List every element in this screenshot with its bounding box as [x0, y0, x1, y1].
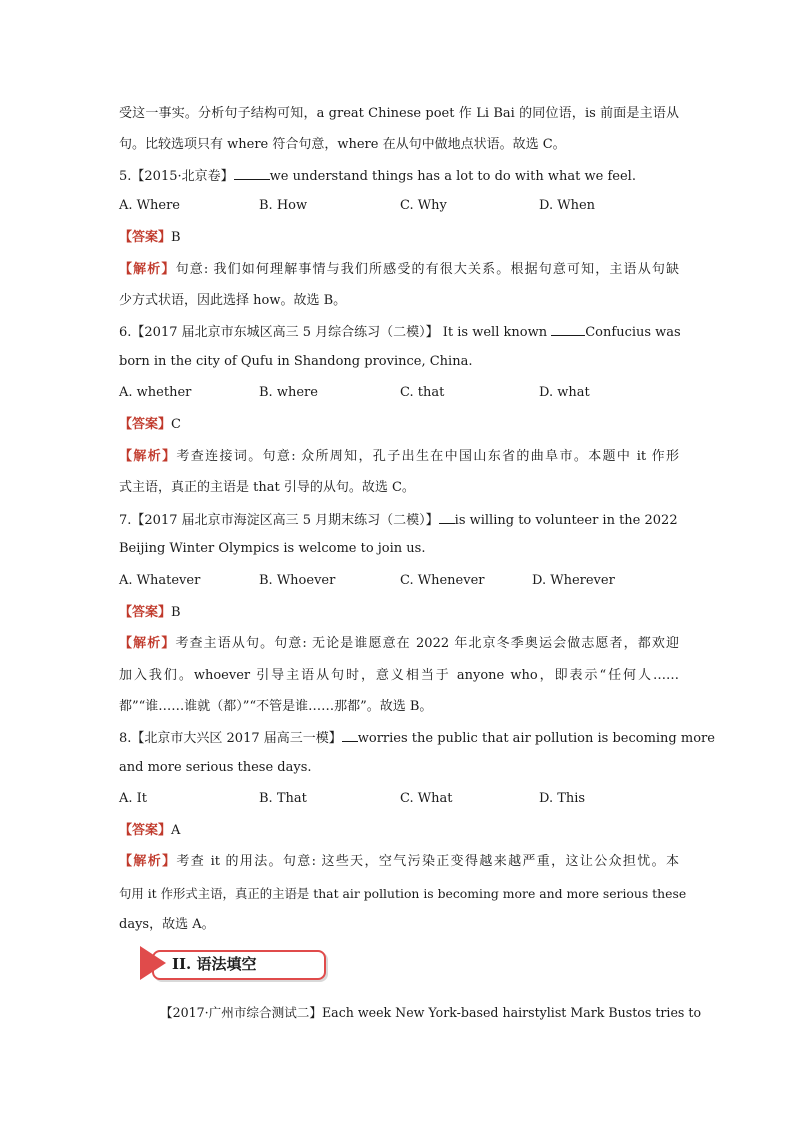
question-7 — [119, 511, 679, 530]
banner-flag-icon — [140, 946, 166, 980]
q7-option-b: B. Whoever — [259, 573, 336, 588]
section-banner — [140, 946, 324, 980]
q5-option-d: D. When — [539, 198, 596, 213]
q6-option-d: D. what — [539, 385, 590, 400]
question-8-cont: and more serious these days. — [119, 760, 312, 775]
q8-answer — [119, 822, 679, 840]
question-5-source: 5.【2015·北京卷】 — [119, 169, 234, 184]
q7-option-a: A. Whatever — [119, 573, 201, 588]
explanation-tag: 【解析】 — [119, 262, 176, 277]
line-1: 受这一事实。分析句子结构可知，a great Chinese poet 作 Li Bai 的同位语，is 前面是主语从 — [119, 106, 679, 121]
question-7-text: is willing to volunteer in the 2022 — [454, 513, 678, 528]
question-6-text: Confucius was — [585, 325, 681, 340]
question-6-source: 6.【2017 届北京市东城区高三 5 月综合练习（二模）】 It is well known — [119, 325, 548, 340]
q8-option-c: C. What — [400, 791, 453, 806]
q5-explanation-cont: 少方式状语，因此选择 how。故选 B。 — [119, 293, 347, 308]
answer-blank — [342, 729, 358, 742]
answer-tag: 【答案】 — [119, 230, 172, 245]
q6-explanation-cont: 式主语，真正的主语是 that 引导的从句。故选 C。 — [119, 480, 415, 495]
answer-value: A — [171, 823, 181, 838]
answer-blank — [234, 167, 270, 180]
question-5-text: we understand things has a lot to do with what we feel. — [269, 169, 636, 184]
answer-tag: 【答案】 — [119, 417, 172, 432]
q5-option-a: A. Where — [119, 198, 180, 213]
explanation-text: 考查主语从句。句意: 无论是谁愿意在 2022 年北京冬季奥运会做志愿者，都欢迎 — [175, 636, 679, 651]
q8-explanation-cont-2: days，故选 A。 — [119, 917, 215, 932]
passage-first-line: 【2017·广州市综合测试二】Each week New York-based hairstylist Mark Bustos tries to — [160, 1005, 702, 1020]
answer-blank — [551, 323, 585, 336]
question-7-cont: Beijing Winter Olympics is welcome to join us. — [119, 541, 426, 556]
q6-answer — [119, 416, 679, 434]
q8-option-b: B. That — [259, 791, 307, 806]
answer-tag: 【答案】 — [119, 605, 172, 620]
q6-option-c: C. that — [400, 385, 445, 400]
q6-explanation — [119, 448, 679, 466]
q6-option-b: B. where — [259, 385, 318, 400]
explanation-tag: 【解析】 — [119, 449, 177, 464]
q7-option-c: C. Whenever — [400, 573, 485, 588]
q5-option-b: B. How — [259, 198, 308, 213]
q5-answer — [119, 229, 679, 247]
question-7-source: 7.【2017 届北京市海淀区高三 5 月期末练习（二模）】 — [119, 513, 439, 528]
question-8-source: 8.【北京市大兴区 2017 届高三一模】 — [119, 731, 342, 746]
question-8-text: worries the public that air pollution is becoming more — [357, 731, 715, 746]
explanation-text: 句意: 我们如何理解事情与我们所感受的有很大关系。根据句意可知，主语从句缺 — [175, 262, 679, 277]
section-title: II. 语法填空 — [172, 955, 257, 973]
q5-explanation — [119, 261, 679, 279]
q5-option-c: C. Why — [400, 198, 447, 213]
question-6 — [119, 323, 679, 342]
answer-value: B — [171, 230, 181, 245]
q6-option-a: A. whether — [119, 385, 192, 400]
explanation-text: 考查 it 的用法。句意: 这些天，空气污染正变得越来越严重，这让公众担忧。本 — [176, 854, 679, 869]
answer-blank — [439, 511, 455, 524]
q7-answer — [119, 604, 679, 622]
explanation-tag: 【解析】 — [119, 636, 176, 651]
q7-explanation — [119, 635, 679, 653]
q8-explanation-cont: 句用 it 作形式主语，真正的主语是 that air pollution is becoming more and more serious these — [119, 886, 687, 901]
line-2: 句。比较选项只有 where 符合句意，where 在从句中做地点状语。故选 C。 — [119, 137, 566, 152]
question-8 — [119, 729, 715, 748]
answer-tag: 【答案】 — [119, 823, 172, 838]
q7-option-d: D. Wherever — [532, 573, 615, 588]
question-6-cont: born in the city of Qufu in Shandong province, China. — [119, 354, 473, 369]
q8-option-a: A. It — [119, 791, 148, 806]
question-5 — [119, 167, 679, 186]
q7-explanation-cont: 加入我们。whoever 引导主语从句时，意义相当于 anyone who，即表示“任何人…… — [119, 668, 679, 683]
q8-option-d: D. This — [539, 791, 586, 806]
answer-value: B — [171, 605, 181, 620]
q8-explanation — [119, 853, 679, 871]
explanation-text: 考查连接词。句意: 众所周知，孔子出生在中国山东省的曲阜市。本题中 it 作形 — [176, 449, 679, 464]
answer-value: C — [171, 417, 181, 432]
explanation-tag: 【解析】 — [119, 854, 177, 869]
q7-explanation-cont-2: 都”“谁……谁就（都）”“不管是谁……那都”。故选 B。 — [119, 699, 433, 714]
